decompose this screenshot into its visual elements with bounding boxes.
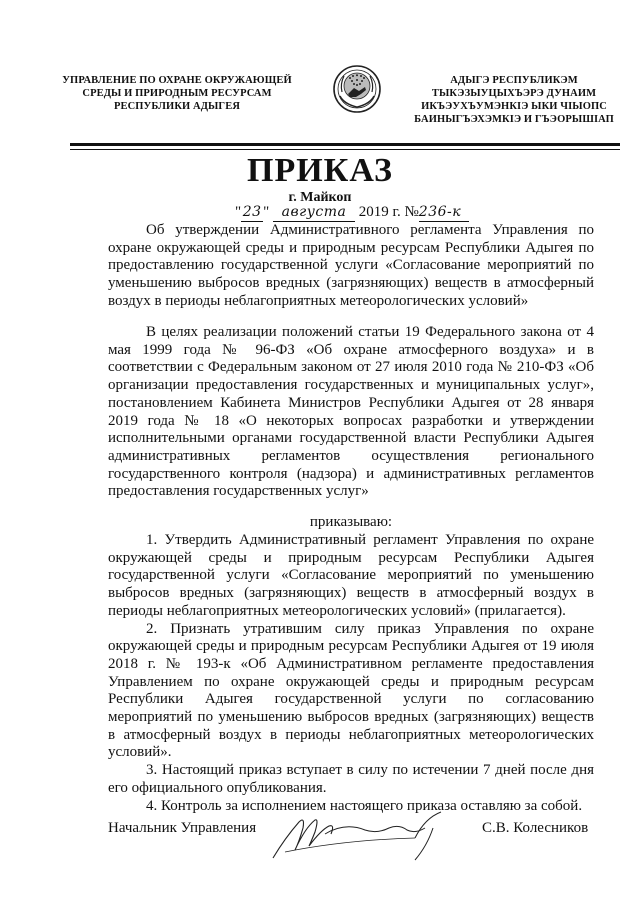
subject-line: Об утверждении Административного регламента Управления по: [146, 222, 594, 238]
date-month: августа: [273, 203, 355, 222]
preamble-line: административных регламентов осуществления регионального: [108, 447, 594, 464]
order-number: 236-к: [419, 203, 469, 222]
subject-line: охране окружающей среды и природным ресурсам Республики Адыгея по: [108, 239, 594, 256]
order-item-3: [108, 762, 594, 797]
header-left-line: УПРАВЛЕНИЕ ПО ОХРАНЕ ОКРУЖАЮЩЕЙ: [62, 75, 292, 86]
preamble-line: В целях реализации положений статьи 19 Федерального закона от 4: [146, 324, 594, 340]
item-line: 2018 г. № 193-к «Об Административном регламенте предоставления: [108, 655, 594, 672]
preamble-line: мая 1999 года № 96-ФЗ «Об охране атмосферного воздуха» и в: [108, 341, 594, 358]
preamble-line: государственного контроля (надзора) и административных регламентов: [108, 465, 594, 482]
preamble-line: постановлением Кабинета Министров Республики Адыгея от 28 января: [108, 394, 594, 411]
preamble-line: исполнительными органами государственной власти Республики Адыгея: [108, 430, 594, 447]
item-line: в атмосферный воздух в периоды неблагоприятных метеорологических: [108, 726, 594, 743]
item-line: выбросов вредных (загрязняющих) веществ в атмосферный воздух в: [108, 585, 594, 602]
document-date-line: [235, 203, 555, 222]
item-line: условий».: [108, 744, 172, 761]
subject-line: предоставлению государственной услуги «Согласование мероприятий по: [108, 257, 594, 274]
date-year: 2019 г. №: [355, 204, 419, 220]
header-right-line: АДЫГЭ РЕСПУБЛИКЭМ: [450, 75, 578, 86]
preamble-line: соответствии с Федеральным законом от 27 июля 2010 года № 210-ФЗ «Об: [108, 359, 594, 376]
preamble-line: предоставления государственных услуг»: [108, 483, 369, 500]
document-subject: [108, 222, 594, 311]
order-items: [108, 532, 594, 815]
document-preamble: [108, 324, 594, 501]
header-right-org-name: [414, 74, 614, 126]
document-city: г. Майкоп: [288, 190, 352, 205]
header-divider-thick: [70, 143, 620, 146]
signatory-name: С.В. Колесников: [482, 820, 589, 836]
header-left-org-name: [62, 74, 292, 113]
header-right-line: ТЫКЭЗЫУЦЫХЪЭРЭ ДУНАИМ: [431, 88, 597, 99]
item-line: 4. Контроль за исполнением настоящего приказа оставляю за собой.: [146, 797, 583, 814]
preamble-line: организации предоставления государственных и муниципальных услуг»,: [108, 377, 594, 394]
item-line: окружающей среды и природным ресурсам Республики Адыгея: [108, 549, 594, 566]
order-item-1: [108, 532, 594, 621]
header-left-line: РЕСПУБЛИКИ АДЫГЕЯ: [113, 101, 241, 112]
item-line: Республики Адыгея государственной услуги по согласованию: [108, 691, 594, 708]
header-right-line: БАИНЫГЪЭХЭМКIЭ И ГЪЭОРЫШIАП: [414, 114, 614, 125]
item-line: его официального опубликования.: [108, 779, 327, 796]
header-right-line: ИКЪЭУХЪУМЭНКIЭ ЫКИ ЧIЫОПС: [421, 101, 607, 112]
item-line: 2. Признать утратившим силу приказ Управления по охране: [146, 620, 594, 637]
order-item-2: [108, 621, 594, 763]
item-line: мероприятий по уменьшению выбросов вредных (загрязняющих) веществ: [108, 709, 594, 726]
item-line: 3. Настоящий приказ вступает в силу по истечении 7 дней после дня: [146, 762, 594, 779]
order-word: приказываю:: [309, 514, 393, 530]
item-line: Управлением по охране окружающей среды и природным ресурсам: [108, 673, 594, 690]
item-line: периоды неблагоприятных метеорологических условий» (прилагается).: [108, 602, 566, 619]
date-quote-open: ": [235, 204, 242, 220]
date-quote-close: ": [263, 204, 270, 220]
signatory-position: Начальник Управления: [108, 820, 257, 836]
item-line: окружающей среды и природным ресурсам Республики Адыгея от 19 июля: [108, 638, 594, 655]
adygea-coat-of-arms-emblem-icon: [332, 64, 382, 114]
handwritten-signature-icon: [265, 808, 455, 863]
subject-line: уменьшению выбросов вредных (загрязняющих) веществ в атмосферный: [108, 275, 594, 292]
date-day: 23: [242, 204, 262, 220]
header-divider-thin: [70, 149, 620, 150]
document-title: ПРИКАЗ: [247, 152, 393, 189]
item-line: 1. Утвердить Административный регламент Управления по охране: [146, 532, 594, 548]
item-line: государственной услуги «Согласование мероприятий по уменьшению: [108, 567, 594, 584]
subject-line: воздух в периоды неблагоприятных метеорологических условий»: [108, 292, 529, 309]
preamble-line: 2019 года № 18 «О некоторых вопросах разработки и утверждении: [108, 412, 594, 429]
header-left-line: СРЕДЫ И ПРИРОДНЫМ РЕСУРСАМ: [82, 88, 272, 99]
